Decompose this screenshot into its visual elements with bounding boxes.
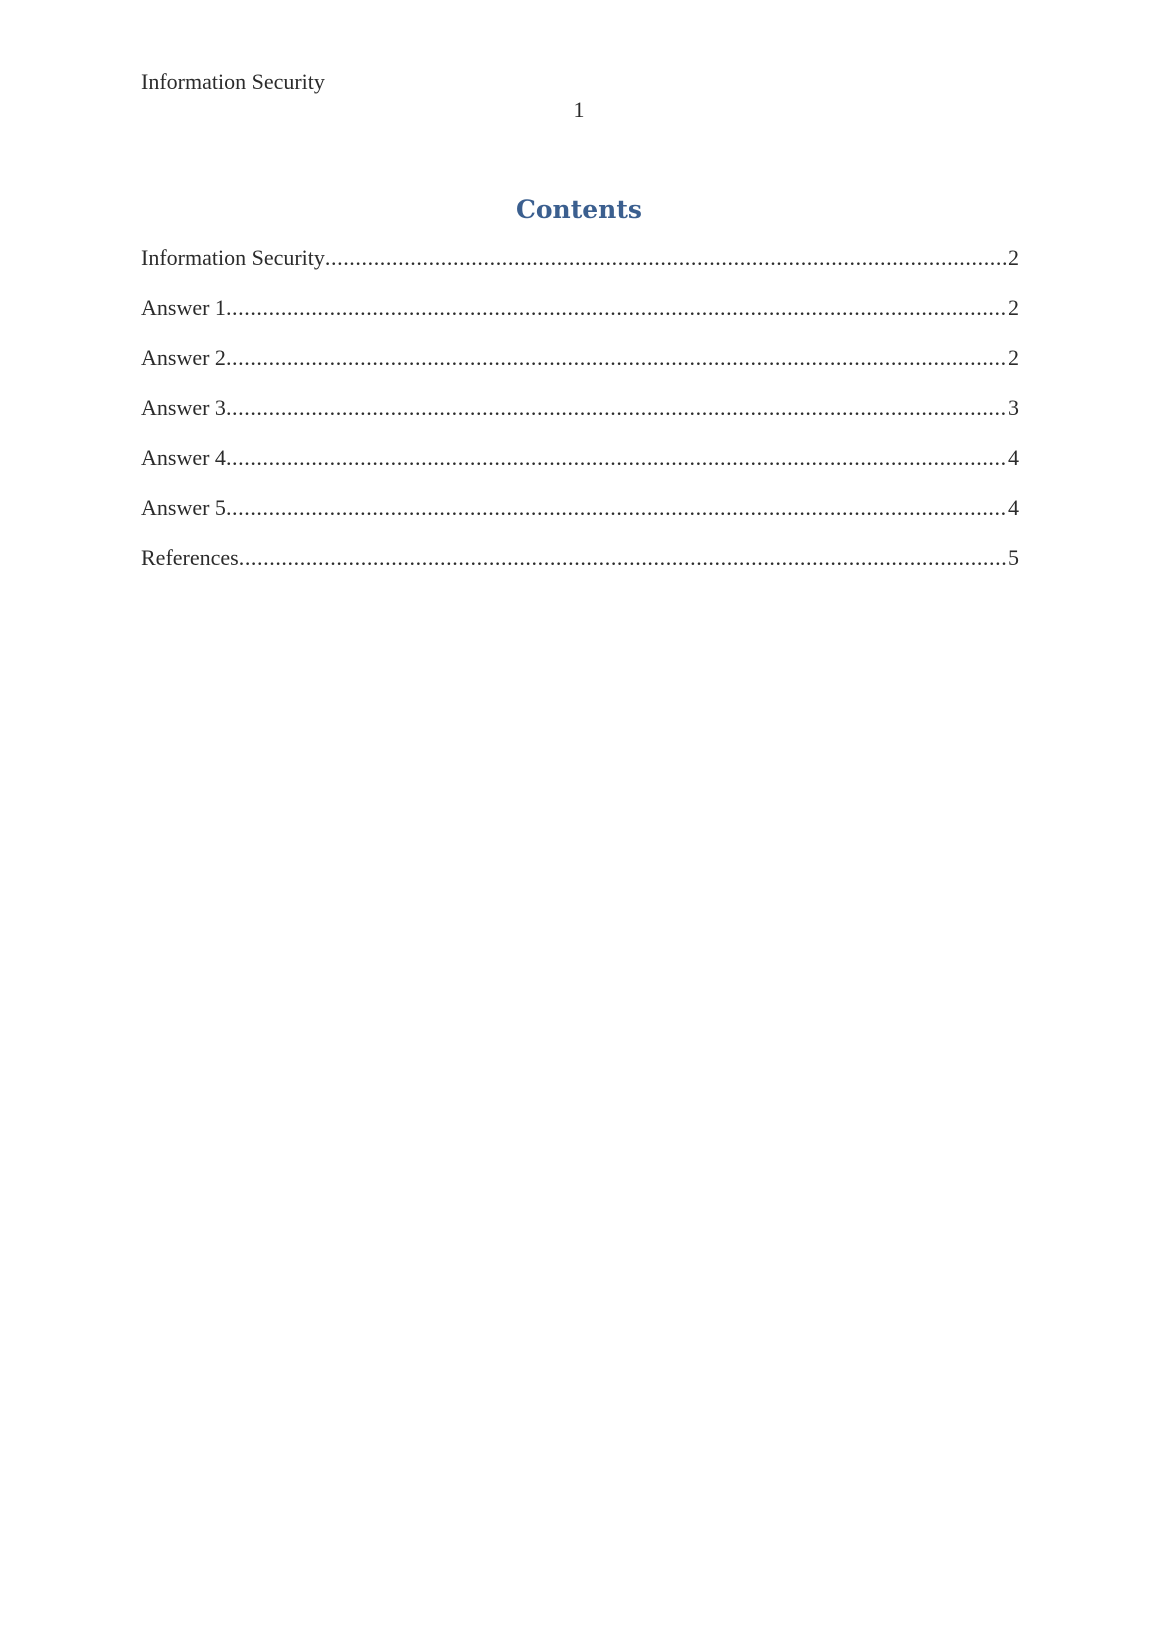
toc-dot-leader [226, 343, 1008, 373]
toc-entry-label: Answer 1 [141, 295, 226, 320]
toc-entry-label: Answer 2 [141, 345, 226, 370]
toc-title: Contents [515, 195, 642, 224]
toc-entry-label: Information Security [141, 245, 325, 270]
table-of-contents [141, 243, 1019, 593]
toc-entry-information-security[interactable] [141, 243, 1019, 293]
toc-entry-page: 2 [1008, 345, 1019, 370]
toc-entry-page: 2 [1008, 245, 1019, 270]
toc-entry-answer-2[interactable] [141, 343, 1019, 393]
toc-entry-answer-4[interactable] [141, 443, 1019, 493]
toc-entry-page: 4 [1008, 445, 1019, 470]
toc-entry-answer-3[interactable] [141, 393, 1019, 443]
toc-dot-leader [226, 493, 1008, 523]
toc-entry-label: Answer 5 [141, 495, 226, 520]
running-head: Information Security [141, 69, 325, 94]
toc-entry-page: 3 [1008, 395, 1019, 420]
toc-entry-label: Answer 4 [141, 445, 226, 470]
toc-entry-page: 5 [1008, 545, 1019, 570]
toc-dot-leader [239, 543, 1008, 573]
toc-entry-answer-1[interactable] [141, 293, 1019, 343]
toc-dot-leader [325, 243, 1008, 273]
toc-dot-leader [226, 293, 1008, 323]
toc-entry-label: Answer 3 [141, 395, 226, 420]
page-number: 1 [573, 97, 585, 122]
toc-entry-label: References [141, 545, 239, 570]
toc-dot-leader [226, 443, 1008, 473]
toc-entry-page: 2 [1008, 295, 1019, 320]
toc-entry-answer-5[interactable] [141, 493, 1019, 543]
toc-entry-page: 4 [1008, 495, 1019, 520]
toc-dot-leader [226, 393, 1008, 423]
toc-entry-references[interactable] [141, 543, 1019, 593]
